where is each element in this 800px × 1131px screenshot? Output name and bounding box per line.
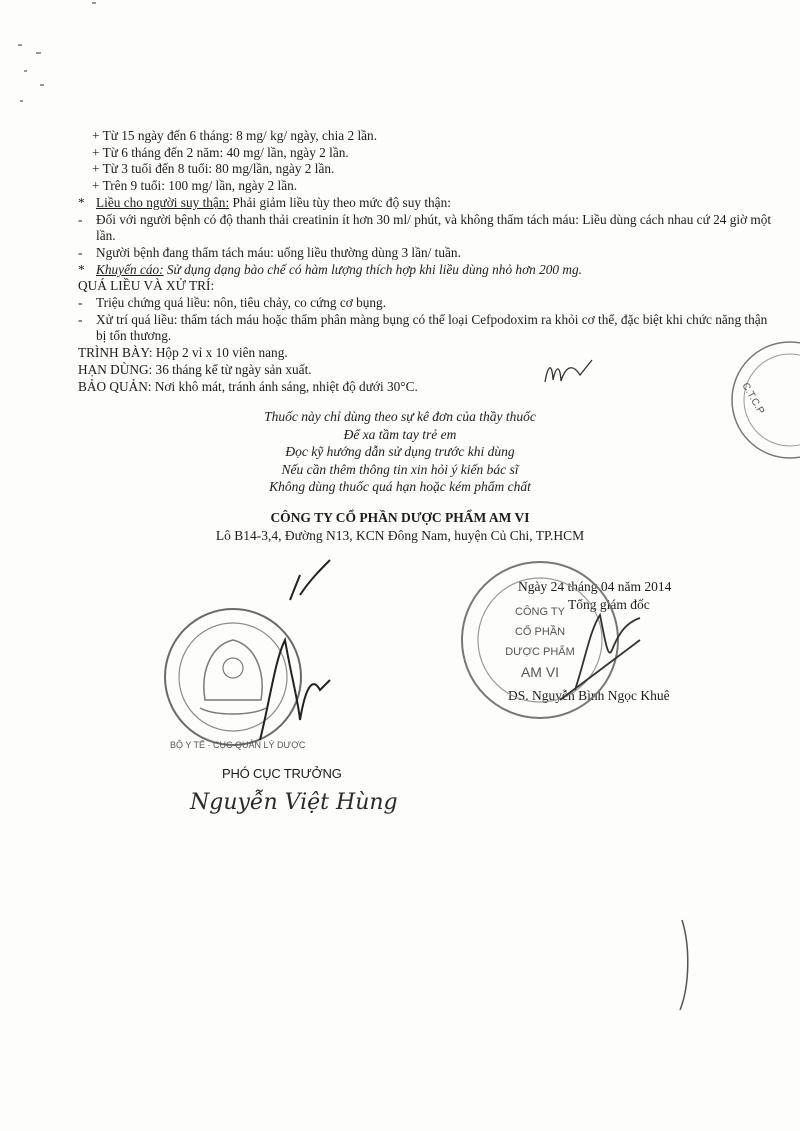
company-stamp-icon	[462, 562, 618, 718]
dosage-line: + Từ 6 tháng đến 2 năm: 40 mg/ lần, ngày 2 lần.	[92, 144, 349, 160]
initials-signature-icon	[545, 360, 592, 382]
dash-marker: -	[78, 295, 83, 311]
ministry-stamp-icon	[165, 609, 306, 750]
warning-line: Đọc kỹ hướng dẫn sử dụng trước khi dùng	[285, 444, 515, 459]
dash-marker: -	[78, 311, 83, 327]
edge-stamp-icon	[732, 342, 800, 458]
storage-line: BẢO QUẢN: Nơi khô mát, tránh ánh sáng, nhiệt độ dưới 30°C.	[78, 378, 418, 394]
presentation-line: TRÌNH BÀY: Hộp 2 vỉ x 10 viên nang.	[78, 345, 288, 361]
company-stamp-line: CÔNG TY	[515, 606, 565, 618]
shelf-life-line: HẠN DÙNG: 36 tháng kể từ ngày sản xuất.	[78, 361, 312, 377]
signer-name: DS. Nguyễn Bình Ngọc Khuê	[508, 688, 670, 703]
renal-item: Đối với người bệnh có độ thanh thải creatinin ít hơn 30 ml/ phút, và không thẩm tách máu: Liều dùng cách nhau cứ 24 giờ một lần.	[96, 211, 772, 244]
advice-heading: Khuyến cáo:	[96, 261, 164, 277]
company-stamp-line: AM VI	[520, 664, 560, 680]
overdose-item: Triệu chứng quá liều: nôn, tiêu chảy, co cứng cơ bụng.	[96, 295, 387, 311]
scan-specks-icon	[18, 2, 96, 102]
company-name: CÔNG TY CỔ PHẦN DƯỢC PHẨM AM VI	[270, 510, 530, 525]
dash-marker: -	[78, 244, 83, 260]
ministry-stamp-text: BỘ Y TẾ · CỤC QUẢN LÝ DƯỢC	[170, 740, 306, 750]
margin-mark-icon	[680, 920, 688, 1010]
warning-line: Nếu cần thêm thông tin xin hỏi ý kiến bác sĩ	[281, 461, 519, 477]
renal-text: Phải giảm liều tùy theo mức độ suy thận:	[229, 194, 451, 210]
deputy-title: PHÓ CỤC TRƯỞNG	[222, 766, 342, 781]
signature-date: Ngày 24 tháng 04 năm 2014	[518, 579, 672, 594]
edge-stamp-text: C.T.C.P	[739, 381, 767, 417]
advice-text: Sử dụng dạng bào chế có hàm lượng thích hợp khi liều dùng nhỏ hơn 200 mg.	[163, 261, 582, 277]
bullet-asterisk: *	[78, 261, 85, 277]
company-stamp-line: DƯỢC PHẨM	[505, 646, 575, 658]
warning-line: Để xa tầm tay trẻ em	[343, 426, 457, 442]
renal-heading: Liều cho người suy thận:	[96, 194, 230, 210]
signature-title: Tổng giám đốc	[568, 597, 650, 612]
warning-line: Không dùng thuốc quá hạn hoặc kém phẩm chất	[269, 479, 531, 494]
renal-item: Người bệnh đang thẩm tách máu: uống liều thường dùng 3 lần/ tuần.	[96, 244, 461, 260]
company-address: Lô B14-3,4, Đường N13, KCN Đông Nam, huyện Củ Chi, TP.HCM	[215, 528, 585, 543]
bullet-asterisk: *	[78, 194, 85, 210]
dosage-line: + Từ 3 tuổi đến 8 tuổi: 80 mg/lần, ngày 2 lần.	[92, 161, 335, 177]
warning-line: Thuốc này chỉ dùng theo sự kê đơn của thầy thuốc	[264, 409, 536, 424]
dosage-line: + Trên 9 tuổi: 100 mg/ lần, ngày 2 lần.	[92, 178, 298, 194]
company-stamp-line: CỔ PHẦN	[514, 626, 566, 638]
dosage-line: + Từ 15 ngày đến 6 tháng: 8 mg/ kg/ ngày, chia 2 lần.	[92, 128, 378, 143]
deputy-signature-name: Nguyễn Việt Hùng	[190, 790, 398, 815]
dash-marker: -	[78, 211, 83, 227]
overdose-item: Xử trí quá liều: thẩm tách máu hoặc thẩm phân màng bụng có thể loại Cefpodoxim ra khỏi cơ thể, đặc biệt khi chức năng thận bị tổn thương.	[96, 311, 768, 344]
overdose-heading: QUÁ LIỀU VÀ XỬ TRÍ:	[78, 278, 215, 294]
